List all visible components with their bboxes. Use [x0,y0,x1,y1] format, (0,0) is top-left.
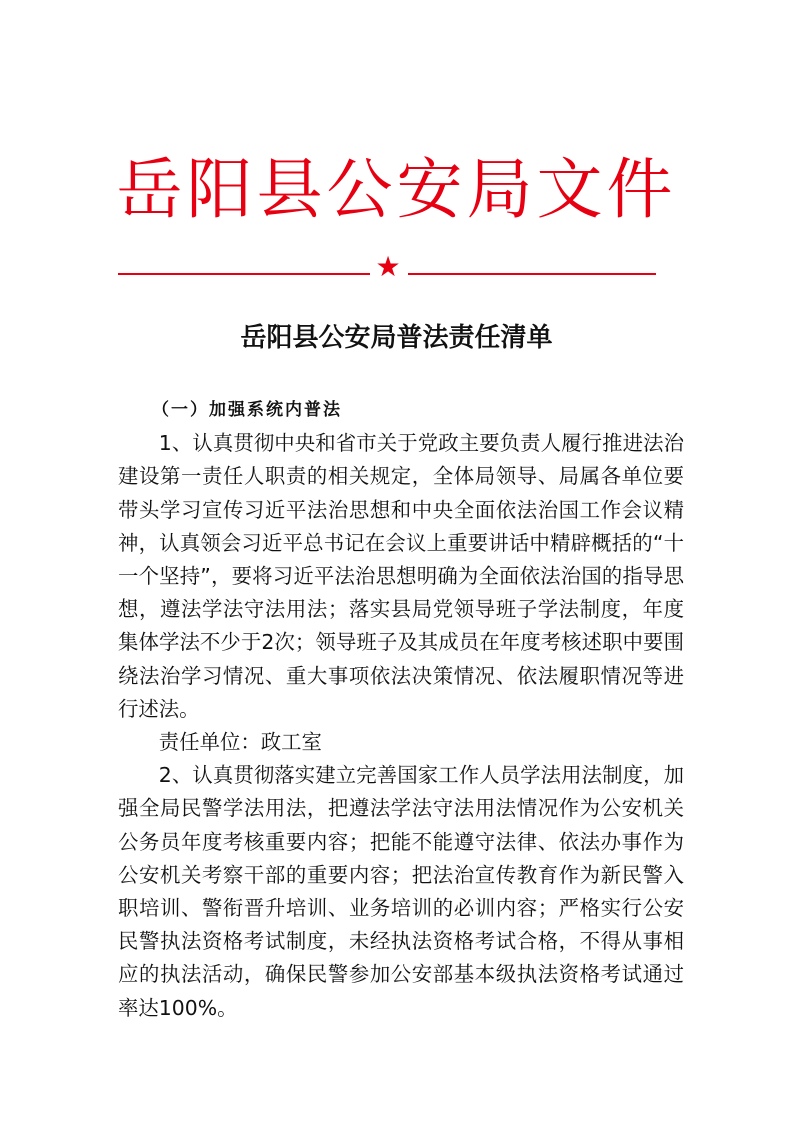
document-header-title: 岳阳县公安局文件 [116,151,677,228]
divider-line-right [408,273,656,275]
document-body [118,394,684,1025]
responsible-unit: 责任单位：政工室 [158,730,322,755]
divider-line-left [118,273,370,275]
paragraph-item-1: 1、认真贯彻中央和省市关于党政主要负责人履行推进法治建设第一责任人职责的相关规定，全体局领导、局属各单位要带头学习宣传习近平法治思想和中央全面依法治国工作会议精神，认真领会习近平总书记在会议上重要讲话中精辟概括的“十一个坚持”，要将习近平法治思想明确为全面依法治国的指导思想，遵法学法守法用法；落实县局党领导班子学法制度，年度集体学法不少于2次；领导班子及其成员在年度考核述职中要围绕法治学习情况、重大事项依法决策情况、依法履职情况等进行述法。 [118,431,684,721]
document-title: 岳阳县公安局普法责任清单 [240,323,553,353]
header-divider [118,252,656,282]
paragraph-item-2: 2、认真贯彻落实建立完善国家工作人员学法用法制度，加强全局民警学法用法，把遵法学法守法用法情况作为公安机关公务员年度考核重要内容；把能不能遵守法律、依法办事作为公安机关考察干部的重要内容；把法治宣传教育作为新民警入职培训、警衔晋升培训、业务培训的必训内容；严格实行公安民警执法资格考试制度，未经执法资格考试合格，不得从事相应的执法活动，确保民警参加公安部基本级执法资格考试通过率达100%。 [118,763,684,1020]
section-heading: （一）加强系统内普法 [152,400,342,420]
star-icon: ★ [375,250,401,283]
